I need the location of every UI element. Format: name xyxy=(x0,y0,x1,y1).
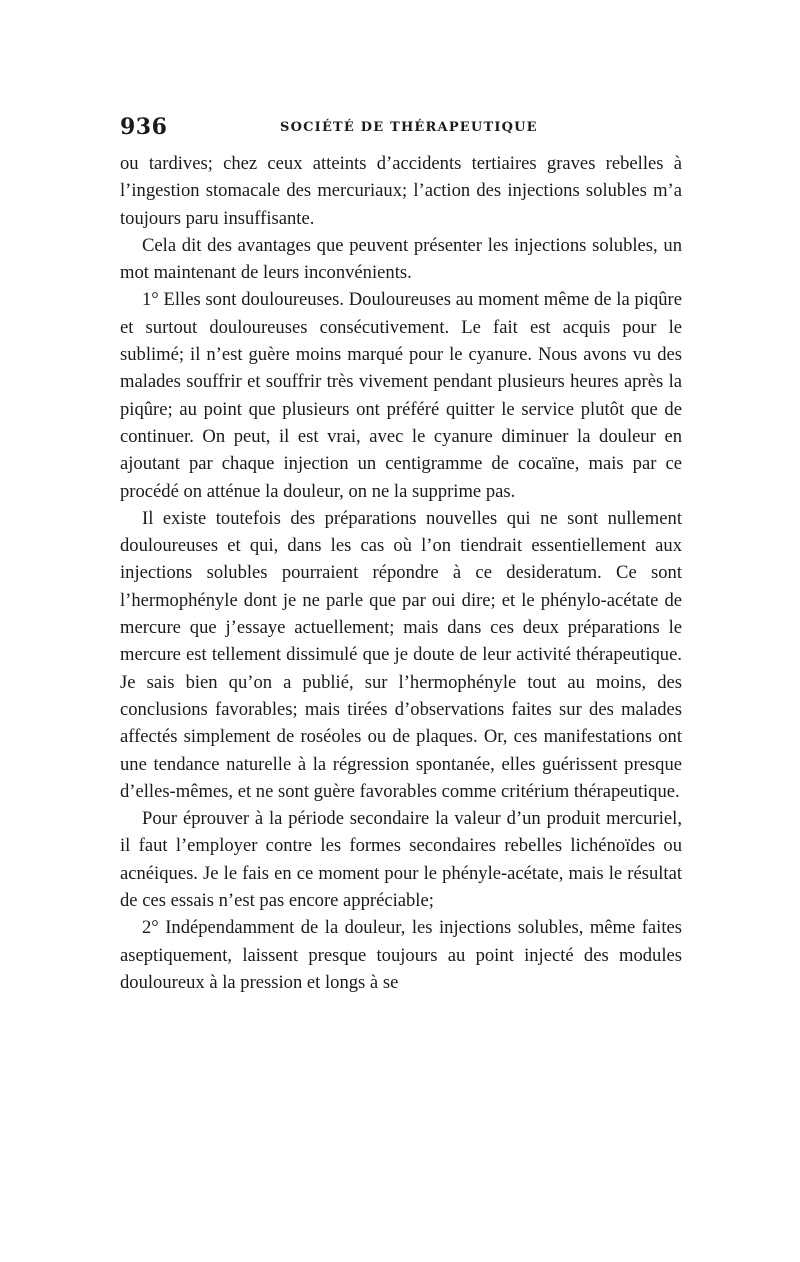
running-title: SOCIÉTÉ DE THÉRAPEUTIQUE xyxy=(280,120,538,135)
paragraph: ou tardives; chez ceux atteints d’accidents tertiaires graves rebelles à l’ingestion stomacale des mercuriaux; l’action des injections solubles m’a toujours paru insuffisante. xyxy=(120,153,682,229)
page-number: 936 xyxy=(120,114,168,140)
paragraph: 1° Elles sont douloureuses. Douloureuses au moment même de la piqûre et surtout douloureuses consécutivement. Le fait est acquis pour le sublimé; il n’est guère moins marqué pour le cyanure. Nous avons vu des malades souffrir et souffrir très vivement pendant plusieurs heures après la piqûre; au point que plusieurs ont préféré quitter le service plutôt que de continuer. On peut, il est vrai, avec le cyanure diminuer la douleur en ajoutant par chaque injection un centigramme de cocaïne, mais par ce procédé on atténue la douleur, on ne la supprime pas. xyxy=(120,289,682,502)
paragraph: Il existe toutefois des préparations nouvelles qui ne sont nullement douloureuses et qui, dans les cas où l’on tiendrait essentiellement aux injections solubles pourraient répondre à ce desideratum. Ce sont l’hermophényle dont je ne parle que par oui dire; et le phénylo-acétate de mercure que j’essaye actuellement; mais dans ces deux préparations le mercure est tellement dissimulé que je doute de leur activité thérapeutique. Je sais bien qu’on a publié, sur l’hermophényle tout au moins, des conclusions favorables; mais tirées d’observations faites sur des malades affectés simplement de roséoles ou de plaques. Or, ces manifestations ont une tendance naturelle à la régression spontanée, elles guérissent presque d’elles-mêmes, et ne sont guère favorables comme critérium thérapeutique. xyxy=(120,507,682,802)
page-header xyxy=(120,114,680,144)
paragraph: Cela dit des avantages que peuvent présenter les injections solubles, un mot maintenant de leurs inconvénients. xyxy=(120,234,682,284)
body-text xyxy=(120,150,682,996)
paragraph: Pour éprouver à la période secondaire la valeur d’un produit mercuriel, il faut l’employer contre les formes secondaires rebelles lichénoïdes ou acnéiques. Je le fais en ce moment pour le phényle-acétate, mais le résultat de ces essais n’est pas encore appréciable; xyxy=(120,808,682,912)
paragraph: 2° Indépendamment de la douleur, les injections solubles, même faites aseptiquement, laissent presque toujours au point injecté des modules douloureux à la pression et longs à se xyxy=(120,917,682,993)
